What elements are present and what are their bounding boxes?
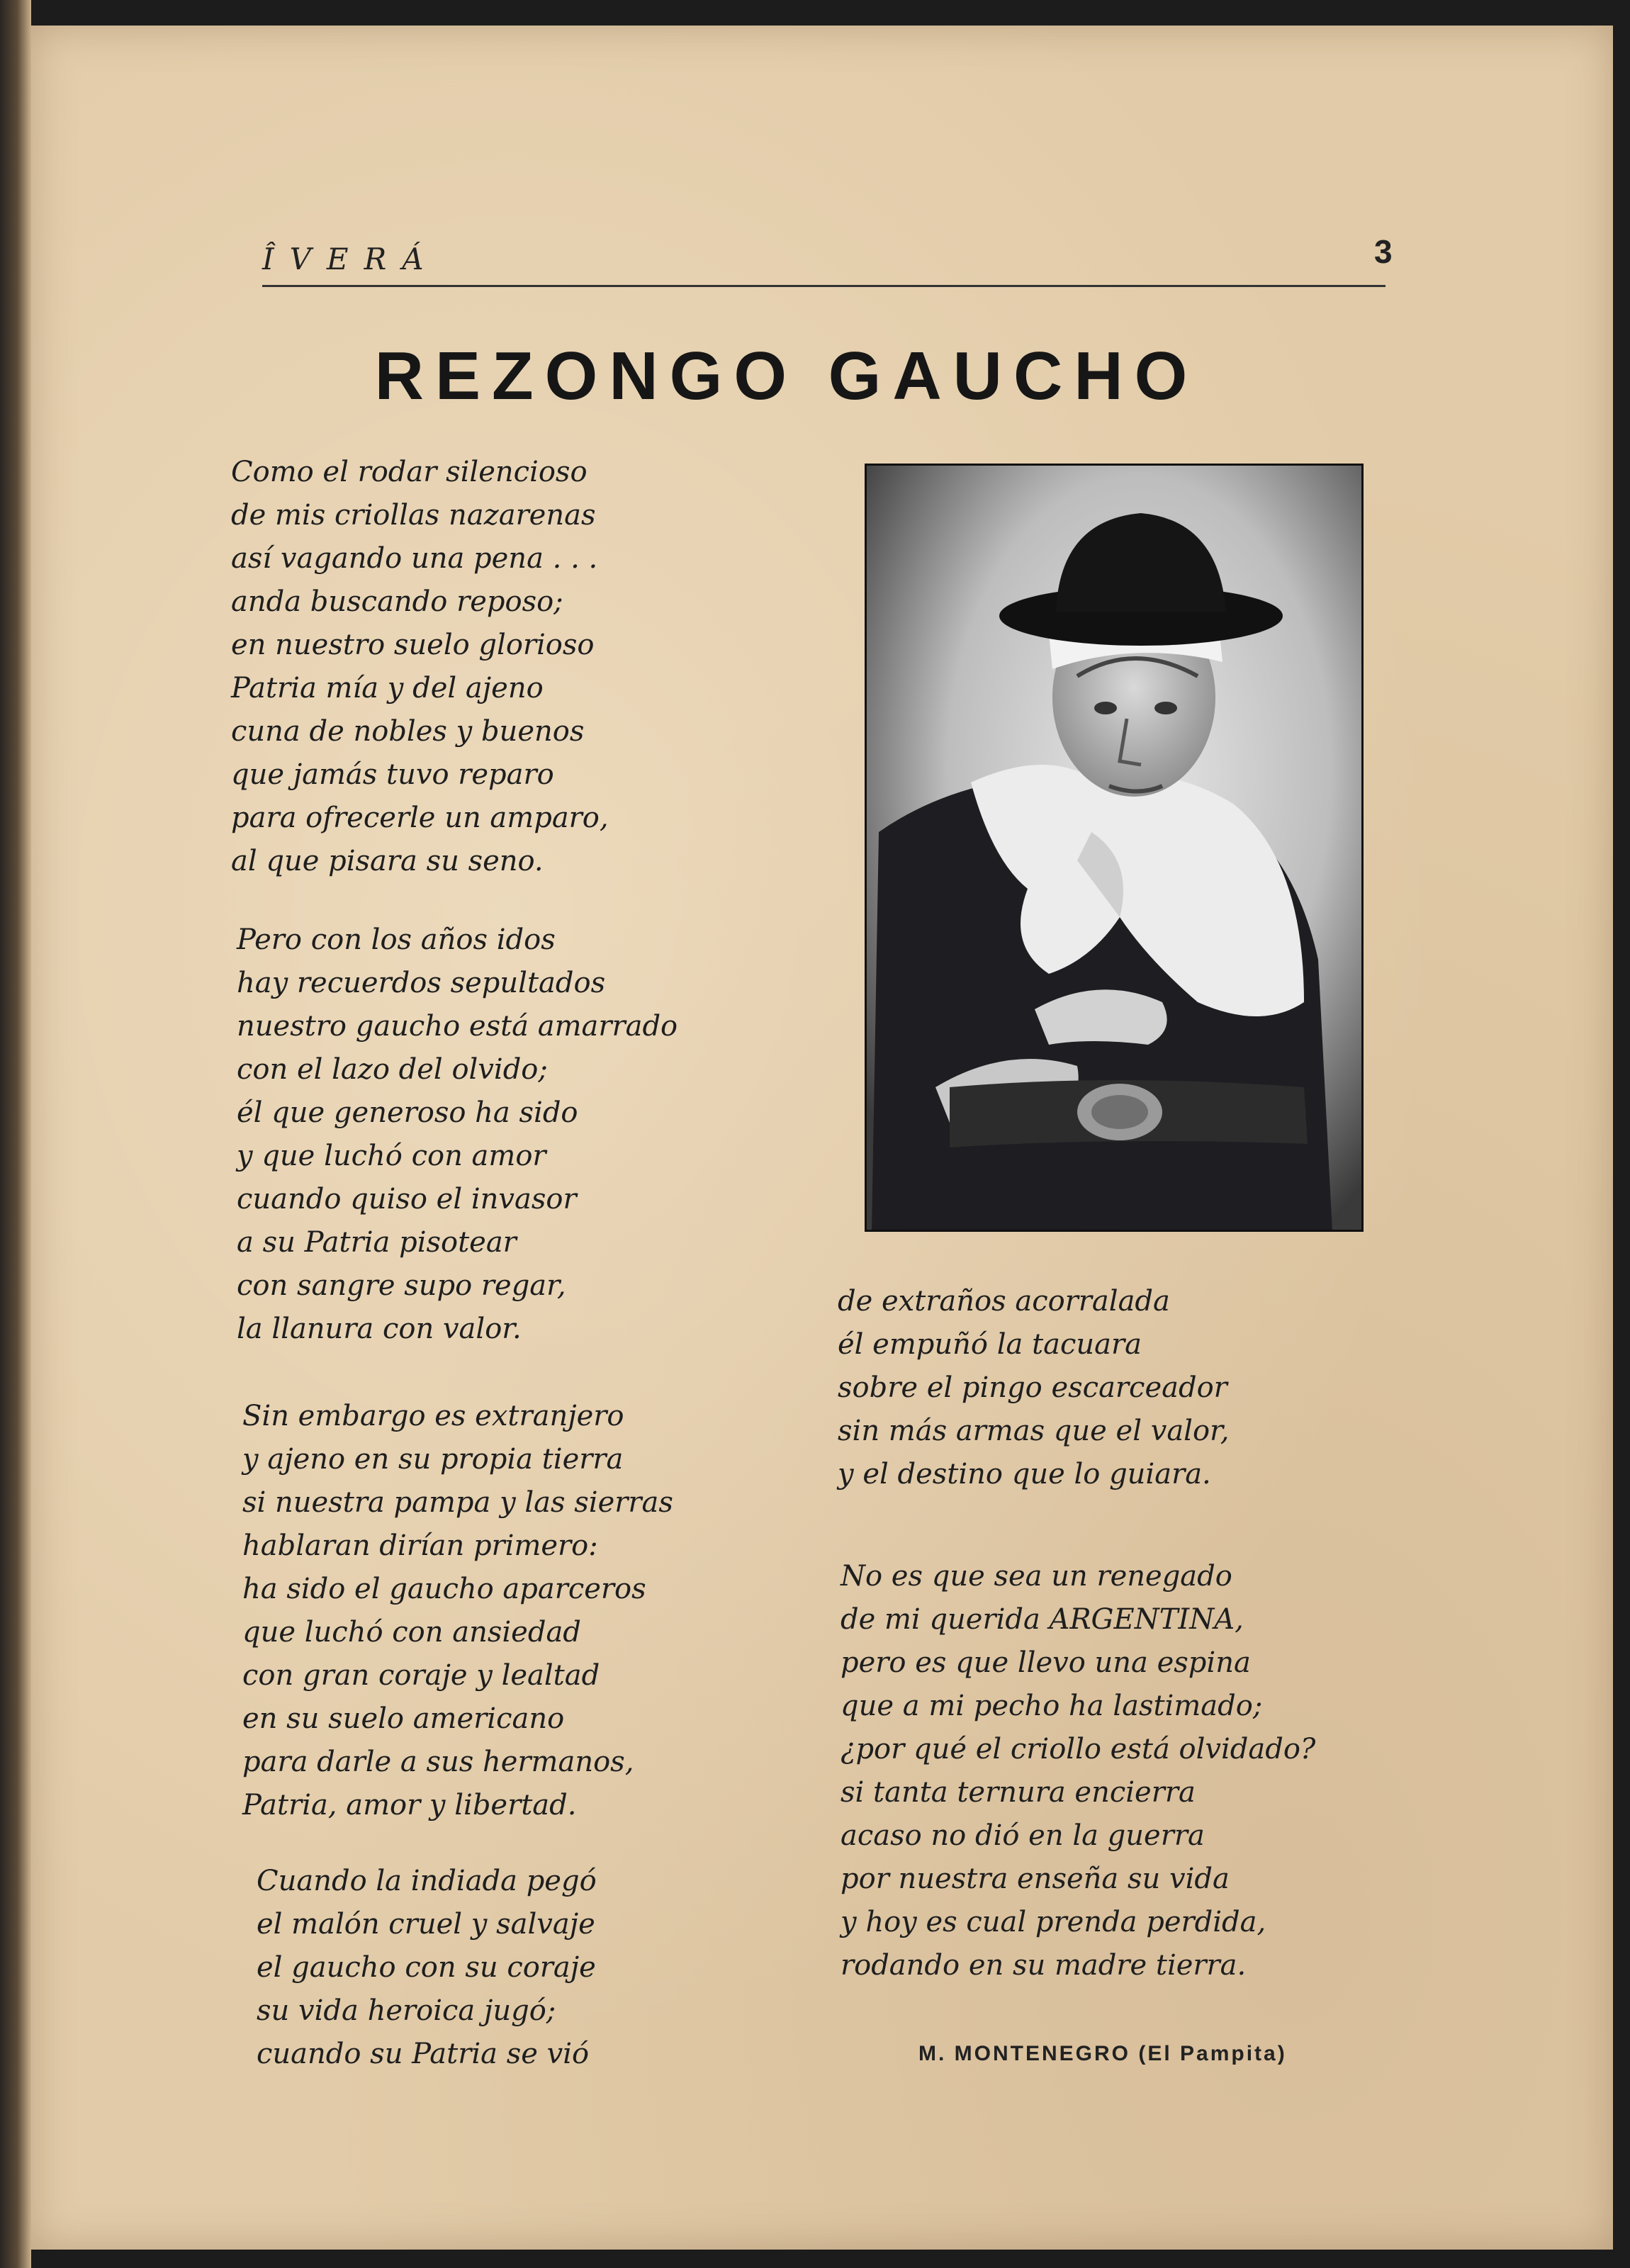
poem-line: que a mi pecho ha lastimado; bbox=[841, 1690, 1263, 1722]
poem-line: y que luchó con amor bbox=[237, 1140, 546, 1172]
poem-line: ¿por qué el criollo está olvidado? bbox=[841, 1733, 1316, 1765]
author-signature: M. MONTENEGRO (El Pampita) bbox=[918, 2042, 1287, 2065]
poem-line: el malón cruel y salvaje bbox=[257, 1908, 595, 1941]
poem-line: sobre el pingo escarceador bbox=[838, 1371, 1227, 1404]
poem-line: y hoy es cual prenda perdida, bbox=[841, 1906, 1266, 1938]
poem-line: para darle a sus hermanos, bbox=[242, 1746, 634, 1778]
publication-name: ÎVERÁ bbox=[262, 242, 439, 276]
poem-line: de mi querida ARGENTINA, bbox=[841, 1603, 1244, 1636]
poem-line: Pero con los años idos bbox=[237, 924, 556, 956]
poem-line: al que pisara su seno. bbox=[231, 845, 544, 877]
poem-line: acaso no dió en la guerra bbox=[841, 1819, 1205, 1852]
poem-line: hablaran dirían primero: bbox=[242, 1529, 598, 1562]
poem-line: rodando en su madre tierra. bbox=[841, 1949, 1247, 1982]
poem-line: Como el rodar silencioso bbox=[231, 456, 588, 488]
gaucho-portrait-photo bbox=[865, 464, 1364, 1232]
stanza-left-2 bbox=[237, 919, 678, 1351]
poem-line: que luchó con ansiedad bbox=[242, 1616, 581, 1649]
poem-line: el gaucho con su coraje bbox=[257, 1951, 596, 1984]
stanza-left-3 bbox=[242, 1395, 673, 1827]
poem-line: Patria mía y del ajeno bbox=[231, 672, 544, 704]
poem-line: No es que sea un renegado bbox=[841, 1560, 1232, 1593]
stanza-right-2 bbox=[841, 1555, 1315, 1987]
poem-line: su vida heroica jugó; bbox=[257, 1994, 556, 2027]
poem-line: que jamás tuvo reparo bbox=[231, 758, 554, 791]
poem-line: si nuestra pampa y las sierras bbox=[242, 1486, 673, 1519]
poem-line: pero es que llevo una espina bbox=[841, 1646, 1251, 1679]
poem-line: cuna de nobles y buenos bbox=[231, 715, 585, 748]
poem-line: Patria, amor y libertad. bbox=[242, 1789, 577, 1821]
stanza-left-4 bbox=[257, 1860, 597, 2076]
poem-line: él que generoso ha sido bbox=[237, 1096, 578, 1129]
poem-line: la llanura con valor. bbox=[237, 1313, 522, 1345]
poem-line: con gran coraje y lealtad bbox=[242, 1659, 600, 1692]
poem-line: él empuñó la tacuara bbox=[838, 1328, 1142, 1361]
poem-line: y ajeno en su propia tierra bbox=[242, 1443, 624, 1476]
poem-line: de mis criollas nazarenas bbox=[231, 499, 596, 532]
poem-line: cuando quiso el invasor bbox=[237, 1183, 577, 1216]
poem-line: cuando su Patria se vió bbox=[257, 2038, 590, 2070]
stanza-right-1 bbox=[838, 1280, 1230, 1496]
poem-line: sin más armas que el valor, bbox=[838, 1415, 1230, 1447]
poem-line: con sangre supo regar, bbox=[237, 1269, 566, 1302]
poem-line: con el lazo del olvido; bbox=[237, 1053, 548, 1086]
poem-line: nuestro gaucho está amarrado bbox=[237, 1010, 678, 1043]
poem-line: Cuando la indiada pegó bbox=[257, 1865, 597, 1897]
poem-line: y el destino que lo guiara. bbox=[838, 1458, 1211, 1491]
header-rule bbox=[262, 285, 1386, 287]
portrait-illustration bbox=[865, 464, 1364, 1232]
book-binding-edge bbox=[0, 0, 31, 2268]
poem-line: ha sido el gaucho aparceros bbox=[242, 1573, 646, 1605]
poem-line: en nuestro suelo glorioso bbox=[231, 629, 595, 661]
poem-line: por nuestra enseña su vida bbox=[841, 1863, 1230, 1895]
poem-line: en su suelo americano bbox=[242, 1702, 565, 1735]
poem-line: así vagando una pena . . . bbox=[231, 542, 598, 575]
poem-line: Sin embargo es extranjero bbox=[242, 1400, 624, 1432]
page-number: 3 bbox=[1374, 233, 1393, 270]
stanza-left-1 bbox=[231, 451, 609, 883]
poem-title: REZONGO GAUCHO bbox=[374, 338, 1199, 414]
poem-line: a su Patria pisotear bbox=[237, 1226, 517, 1259]
poem-line: hay recuerdos sepultados bbox=[237, 967, 606, 999]
poem-line: de extraños acorralada bbox=[838, 1285, 1170, 1318]
magazine-page bbox=[31, 26, 1613, 2250]
poem-line: anda buscando reposo; bbox=[231, 585, 563, 618]
poem-line: para ofrecerle un amparo, bbox=[231, 802, 609, 834]
poem-line: si tanta ternura encierra bbox=[841, 1776, 1196, 1809]
